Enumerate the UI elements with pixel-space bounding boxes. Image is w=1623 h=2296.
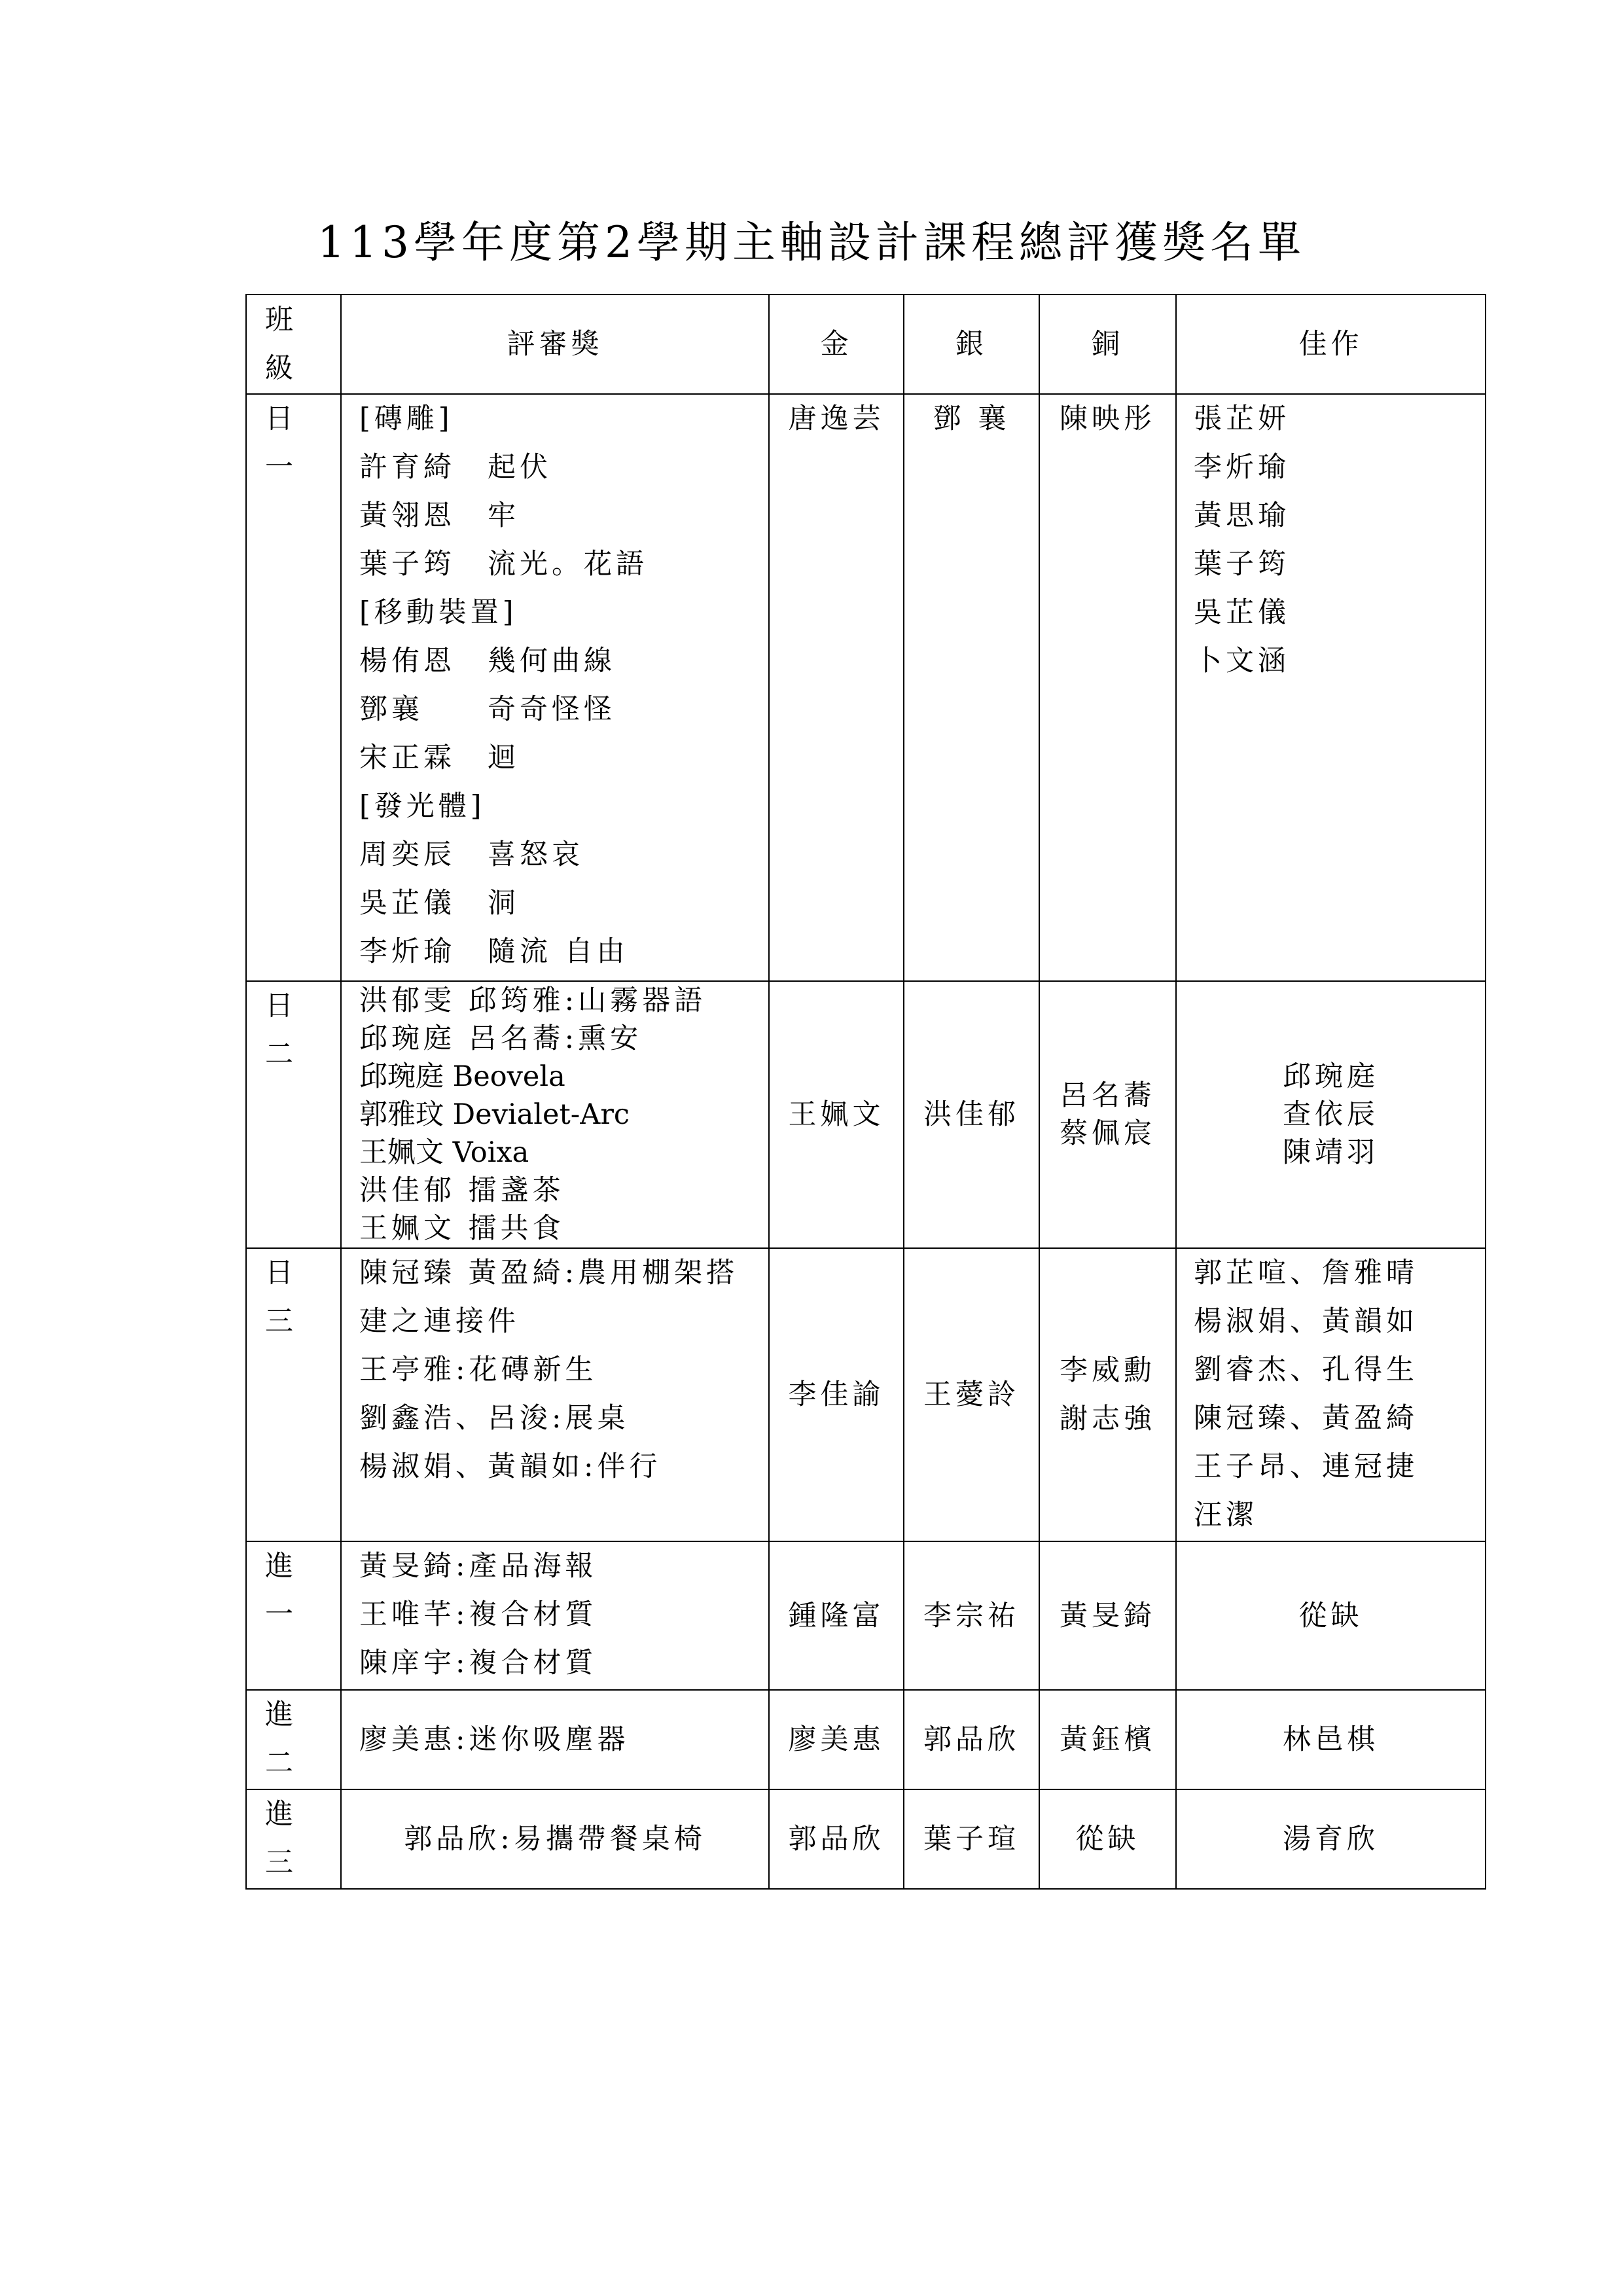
merit-cell: 湯育欣: [1176, 1789, 1486, 1889]
bronze-cell: 陳映彤: [1039, 394, 1176, 981]
jury-award-cell: 郭品欣:易攜帶餐桌椅: [341, 1789, 769, 1889]
table-row: [246, 1789, 1486, 1889]
silver-cell: 王薆詅: [904, 1248, 1039, 1541]
class-cell: 日 一: [246, 394, 341, 981]
class-cell: 進 三: [246, 1789, 341, 1889]
header-gold: 金: [769, 295, 904, 394]
gold-cell: 王姵文: [769, 981, 904, 1248]
document-title: 113學年度第2學期主軸設計課程總評獲獎名單: [317, 217, 1306, 268]
gold-cell: 唐逸芸: [769, 394, 904, 981]
merit-cell: 從缺: [1176, 1541, 1486, 1690]
gold-cell: 李佳諭: [769, 1248, 904, 1541]
header-silver: 銀: [904, 295, 1039, 394]
merit-cell: 郭芷喧、詹雅晴 楊淑娟、黃韻如 劉睿杰、孔得生 陳冠臻、黃盈綺 王子昂、連冠捷 汪潔: [1176, 1248, 1486, 1541]
silver-cell: 洪佳郁: [904, 981, 1039, 1248]
jury-award-cell: [磚雕] 許育綺 起伏 黃翎恩 牢 葉子筠 流光。花語 [移動裝置] 楊侑恩 幾何曲線 鄧襄 奇奇怪怪 宋正霖 迴 [發光體] 周奕辰 喜怒哀 吳芷儀 洞 李炘瑜 隨流 自由: [341, 394, 769, 981]
gold-cell: 鍾隆富: [769, 1541, 904, 1690]
merit-cell: 張芷妍 李炘瑜 黃思瑜 葉子筠 吳芷儀 卜文涵: [1176, 394, 1486, 981]
jury-award-cell: 黃旻錡:產品海報 王唯芊:複合材質 陳庠宇:複合材質: [341, 1541, 769, 1690]
bronze-cell: 黃旻錡: [1039, 1541, 1176, 1690]
bronze-cell: 李威勳 謝志強: [1039, 1248, 1176, 1541]
header-row: [246, 295, 1486, 394]
jury-award-cell: 廖美惠:迷你吸塵器: [341, 1690, 769, 1789]
awards-table: [245, 294, 1486, 1890]
jury-award-cell: 陳冠臻 黃盈綺:農用棚架搭 建之連接件 王亭雅:花磚新生 劉鑫浩、呂浚:展桌 楊淑娟、黃韻如:伴行: [341, 1248, 769, 1541]
header-jury-award: 評審獎: [341, 295, 769, 394]
merit-cell: 邱琬庭 查依辰 陳靖羽: [1176, 981, 1486, 1248]
header-merit: 佳作: [1176, 295, 1486, 394]
silver-cell: 鄧 襄: [904, 394, 1039, 981]
header-bronze: 銅: [1039, 295, 1176, 394]
table-row: [246, 1690, 1486, 1789]
class-cell: 日 三: [246, 1248, 341, 1541]
bronze-cell: 呂名蕎 蔡佩宸: [1039, 981, 1176, 1248]
table-row: [246, 1248, 1486, 1541]
silver-cell: 李宗祐: [904, 1541, 1039, 1690]
class-cell: 日 二: [246, 981, 341, 1248]
silver-cell: 郭品欣: [904, 1690, 1039, 1789]
merit-cell: 林邑棋: [1176, 1690, 1486, 1789]
class-cell: 進 一: [246, 1541, 341, 1690]
silver-cell: 葉子瑄: [904, 1789, 1039, 1889]
bronze-cell: 黃鈺檳: [1039, 1690, 1176, 1789]
header-class: 班 級: [246, 295, 341, 394]
table-row: [246, 1541, 1486, 1690]
table-row: [246, 981, 1486, 1248]
gold-cell: 郭品欣: [769, 1789, 904, 1889]
bronze-cell: 從缺: [1039, 1789, 1176, 1889]
class-cell: 進 二: [246, 1690, 341, 1789]
jury-award-cell: 洪郁雯 邱筠雅:山霧器語 邱琬庭 呂名蕎:熏安 邱琬庭 Beovela 郭雅玟 Devialet-Arc 王姵文 Voixa 洪佳郁 擂盞茶 王姵文 擂共食: [341, 981, 769, 1248]
table-row: [246, 394, 1486, 981]
gold-cell: 廖美惠: [769, 1690, 904, 1789]
